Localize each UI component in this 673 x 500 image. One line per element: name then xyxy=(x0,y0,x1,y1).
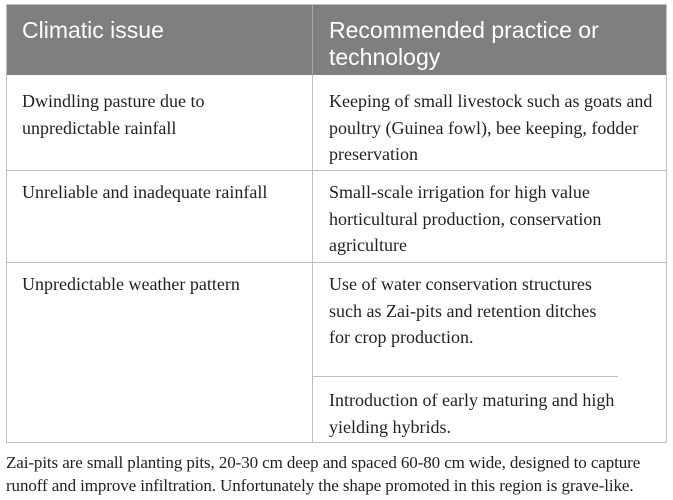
header-climatic-issue: Climatic issue xyxy=(22,17,164,43)
row-3-issue: Unpredictable weather pattern xyxy=(22,274,240,294)
row-2-practice: Small-scale irrigation for high value horticultural production, conservation agriculture xyxy=(329,182,602,255)
row-1-bottom-rule xyxy=(7,170,666,171)
header-divider xyxy=(312,5,313,75)
row-2-issue: Unreliable and inadequate rainfall xyxy=(22,182,268,202)
table-footnote: Zai-pits are small planting pits, 20-30 cm deep and spaced 60-80 cm wide, designed to capture runoff and improve infiltration. Unfortunately the shape promoted in this region is grave-like. xyxy=(6,453,641,495)
row-3-inner-rule xyxy=(312,376,618,377)
column-divider xyxy=(312,75,313,442)
row-2-bottom-rule xyxy=(7,262,666,263)
row-3-practice-1: Use of water conservation structures such as Zai-pits and retention ditches for crop production. xyxy=(329,274,597,347)
table-header xyxy=(7,5,666,75)
row-1-issue: Dwindling pasture due to unpredictable rainfall xyxy=(22,91,205,138)
row-3-practice-2: Introduction of early maturing and high yielding hybrids. xyxy=(329,390,615,437)
header-recommended-practice: Recommended practice or technology xyxy=(329,17,599,70)
row-1-practice: Keeping of small livestock such as goats and poultry (Guinea fowl), bee keeping, fodder preservation xyxy=(329,91,653,164)
practices-table xyxy=(6,4,667,443)
